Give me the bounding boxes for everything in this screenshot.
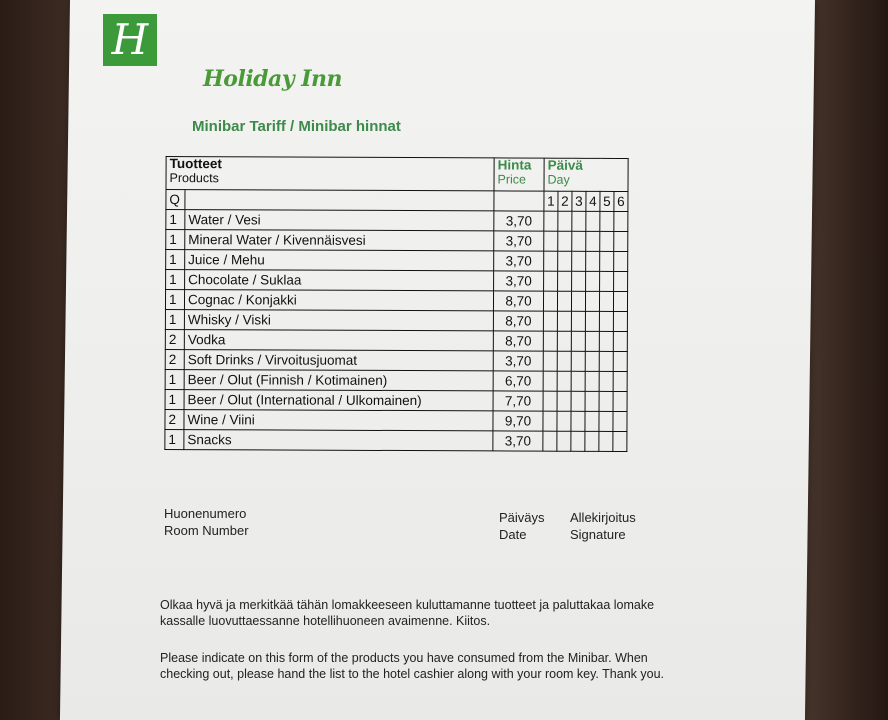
minibar-tariff-table — [164, 156, 628, 452]
day-checkbox-cell[interactable] — [544, 211, 558, 231]
price-header-fi: Hinta — [497, 157, 532, 173]
day-checkbox-cell[interactable] — [572, 231, 586, 251]
day-checkbox-cell[interactable] — [600, 231, 614, 251]
logo-letter: H — [111, 15, 149, 64]
price-cell: 3,70 — [494, 231, 544, 251]
products-header-en: Products — [169, 171, 219, 186]
instructions-finnish: Olkaa hyvä ja merkitkää tähän lomakkeeseen kuluttamanne tuotteet ja paluttakaa lomake kassalle luovuttaessanne hotellihuoneen avaimenne. Kiitos. — [160, 598, 655, 628]
table-row — [165, 309, 627, 331]
quantity-cell: 1 — [165, 429, 184, 449]
day-checkbox-cell[interactable] — [557, 411, 571, 431]
table-row — [165, 389, 627, 411]
quantity-cell: 1 — [166, 249, 185, 269]
empty-price-header-cell — [494, 191, 544, 211]
quantity-cell: 2 — [165, 329, 184, 349]
date-label — [499, 509, 545, 543]
day-checkbox-cell[interactable] — [613, 351, 627, 371]
product-name-cell: Beer / Olut (Finnish / Kotimainen) — [184, 370, 493, 391]
product-name-cell: Beer / Olut (International / Ulkomainen) — [184, 390, 493, 411]
day-checkbox-cell[interactable] — [599, 411, 613, 431]
day-checkbox-cell[interactable] — [613, 311, 627, 331]
day-checkbox-cell[interactable] — [613, 331, 627, 351]
products-header-fi: Tuotteet — [169, 156, 222, 172]
day-header-fi: Päivä — [547, 157, 583, 173]
day-checkbox-cell[interactable] — [613, 431, 627, 451]
room-number-label-fi: Huonenumero — [164, 506, 247, 521]
quantity-cell: 1 — [166, 269, 185, 289]
day-checkbox-cell[interactable] — [585, 411, 599, 431]
day-checkbox-cell[interactable] — [543, 351, 557, 371]
price-cell: 6,70 — [493, 371, 543, 391]
empty-header-cell — [185, 190, 494, 211]
day-checkbox-cell[interactable] — [571, 391, 585, 411]
products-header — [166, 156, 494, 190]
day-checkbox-cell[interactable] — [557, 371, 571, 391]
day-checkbox-cell[interactable] — [543, 331, 557, 351]
day-checkbox-cell[interactable] — [557, 351, 571, 371]
quantity-cell: 1 — [166, 209, 185, 229]
product-name-cell: Soft Drinks / Virvoitusjuomat — [184, 350, 493, 371]
price-header — [494, 158, 544, 191]
day-checkbox-cell[interactable] — [585, 431, 599, 451]
quantity-cell: 1 — [165, 309, 184, 329]
day-checkbox-cell[interactable] — [571, 351, 585, 371]
day-checkbox-cell[interactable] — [558, 231, 572, 251]
day-checkbox-cell[interactable] — [614, 231, 628, 251]
product-name-cell: Juice / Mehu — [185, 250, 494, 271]
day-checkbox-cell[interactable] — [544, 251, 558, 271]
day-checkbox-cell[interactable] — [586, 251, 600, 271]
day-checkbox-cell[interactable] — [572, 271, 586, 291]
day-checkbox-cell[interactable] — [599, 431, 613, 451]
day-checkbox-cell[interactable] — [571, 331, 585, 351]
day-checkbox-cell[interactable] — [572, 211, 586, 231]
day-checkbox-cell[interactable] — [585, 331, 599, 351]
table-row — [165, 289, 627, 311]
day-checkbox-cell[interactable] — [557, 391, 571, 411]
day-checkbox-cell[interactable] — [585, 291, 599, 311]
price-cell: 3,70 — [494, 271, 544, 291]
price-header-en: Price — [497, 172, 527, 187]
product-name-cell: Water / Vesi — [185, 210, 494, 231]
day-number: 2 — [558, 191, 572, 211]
day-checkbox-cell[interactable] — [586, 231, 600, 251]
holiday-inn-logo-icon — [103, 14, 157, 66]
day-checkbox-cell[interactable] — [585, 371, 599, 391]
day-checkbox-cell[interactable] — [558, 251, 572, 271]
quantity-cell: 1 — [166, 229, 185, 249]
table-row — [165, 369, 627, 391]
day-checkbox-cell[interactable] — [571, 431, 585, 451]
day-number: 4 — [586, 191, 600, 211]
day-number: 6 — [614, 191, 628, 211]
day-checkbox-cell[interactable] — [571, 311, 585, 331]
day-checkbox-cell[interactable] — [614, 211, 628, 231]
day-checkbox-cell[interactable] — [543, 371, 557, 391]
day-checkbox-cell[interactable] — [543, 311, 557, 331]
day-checkbox-cell[interactable] — [572, 251, 586, 271]
table-row — [165, 329, 627, 351]
product-name-cell: Wine / Viini — [184, 410, 493, 431]
day-number: 1 — [544, 191, 558, 211]
table-row — [165, 349, 627, 371]
day-checkbox-cell[interactable] — [613, 371, 627, 391]
day-checkbox-cell[interactable] — [543, 431, 557, 451]
day-checkbox-cell[interactable] — [557, 311, 571, 331]
signature-label-en: Signature — [570, 527, 626, 542]
day-number: 3 — [572, 191, 586, 211]
room-number-label — [164, 505, 249, 539]
day-checkbox-cell[interactable] — [599, 371, 613, 391]
day-number: 5 — [600, 191, 614, 211]
product-name-cell: Mineral Water / Kivennäisvesi — [185, 230, 494, 251]
price-cell: 8,70 — [493, 311, 543, 331]
product-name-cell: Snacks — [184, 430, 493, 451]
table-header-row — [166, 156, 628, 191]
day-checkbox-cell[interactable] — [600, 211, 614, 231]
signature-label — [570, 509, 636, 543]
day-checkbox-cell[interactable] — [585, 351, 599, 371]
day-checkbox-cell[interactable] — [543, 411, 557, 431]
table-row — [166, 249, 628, 271]
price-cell: 3,70 — [493, 351, 543, 371]
product-name-cell: Cognac / Konjakki — [184, 290, 493, 311]
price-cell: 8,70 — [493, 331, 543, 351]
day-checkbox-cell[interactable] — [571, 291, 585, 311]
price-cell: 8,70 — [493, 291, 543, 311]
product-name-cell: Whisky / Viski — [184, 310, 493, 331]
price-cell: 7,70 — [493, 391, 543, 411]
table-row — [165, 409, 627, 431]
price-cell: 3,70 — [494, 211, 544, 231]
day-header-en: Day — [547, 172, 570, 187]
day-checkbox-cell[interactable] — [544, 271, 558, 291]
day-checkbox-cell[interactable] — [613, 411, 627, 431]
day-checkbox-cell[interactable] — [599, 391, 613, 411]
day-checkbox-cell[interactable] — [571, 411, 585, 431]
day-checkbox-cell[interactable] — [599, 311, 613, 331]
page-title: Minibar Tariff / Minibar hinnat — [192, 118, 401, 135]
day-checkbox-cell[interactable] — [543, 291, 557, 311]
price-cell: 9,70 — [493, 411, 543, 431]
day-checkbox-cell[interactable] — [543, 391, 557, 411]
table-row — [166, 269, 628, 291]
brand-name: Holiday Inn — [203, 66, 343, 92]
day-checkbox-cell[interactable] — [614, 251, 628, 271]
signature-label-fi: Allekirjoitus — [570, 510, 636, 525]
price-cell: 3,70 — [494, 251, 544, 271]
table-row — [165, 429, 627, 451]
day-checkbox-cell[interactable] — [600, 271, 614, 291]
day-checkbox-cell[interactable] — [614, 271, 628, 291]
day-checkbox-cell[interactable] — [599, 291, 613, 311]
table-row — [166, 209, 628, 231]
day-checkbox-cell[interactable] — [585, 391, 599, 411]
day-checkbox-cell[interactable] — [586, 271, 600, 291]
quantity-cell: 2 — [165, 349, 184, 369]
table-subheader-row — [166, 189, 628, 211]
day-checkbox-cell[interactable] — [613, 391, 627, 411]
quantity-cell: 1 — [165, 289, 184, 309]
quantity-cell: 1 — [165, 389, 184, 409]
room-number-label-en: Room Number — [164, 523, 249, 538]
product-name-cell: Vodka — [184, 330, 493, 351]
day-checkbox-cell[interactable] — [613, 291, 627, 311]
day-checkbox-cell[interactable] — [557, 291, 571, 311]
day-checkbox-cell[interactable] — [557, 431, 571, 451]
day-checkbox-cell[interactable] — [599, 351, 613, 371]
day-checkbox-cell[interactable] — [544, 231, 558, 251]
product-name-cell: Chocolate / Suklaa — [185, 270, 494, 291]
q-header: Q — [166, 189, 185, 209]
day-checkbox-cell[interactable] — [557, 331, 571, 351]
date-label-fi: Päiväys — [499, 510, 545, 525]
day-checkbox-cell[interactable] — [585, 311, 599, 331]
price-cell: 3,70 — [493, 431, 543, 451]
day-checkbox-cell[interactable] — [599, 331, 613, 351]
quantity-cell: 1 — [165, 369, 184, 389]
instructions-english: Please indicate on this form of the products you have consumed from the Minibar. When checking out, please hand the list to the hotel cashier along with your room key. Thank you. — [160, 651, 664, 681]
date-label-en: Date — [499, 527, 527, 542]
day-checkbox-cell[interactable] — [586, 211, 600, 231]
day-checkbox-cell[interactable] — [558, 271, 572, 291]
day-checkbox-cell[interactable] — [558, 211, 572, 231]
day-header — [544, 158, 628, 191]
quantity-cell: 2 — [165, 409, 184, 429]
table-row — [166, 229, 628, 251]
day-checkbox-cell[interactable] — [600, 251, 614, 271]
day-checkbox-cell[interactable] — [571, 371, 585, 391]
